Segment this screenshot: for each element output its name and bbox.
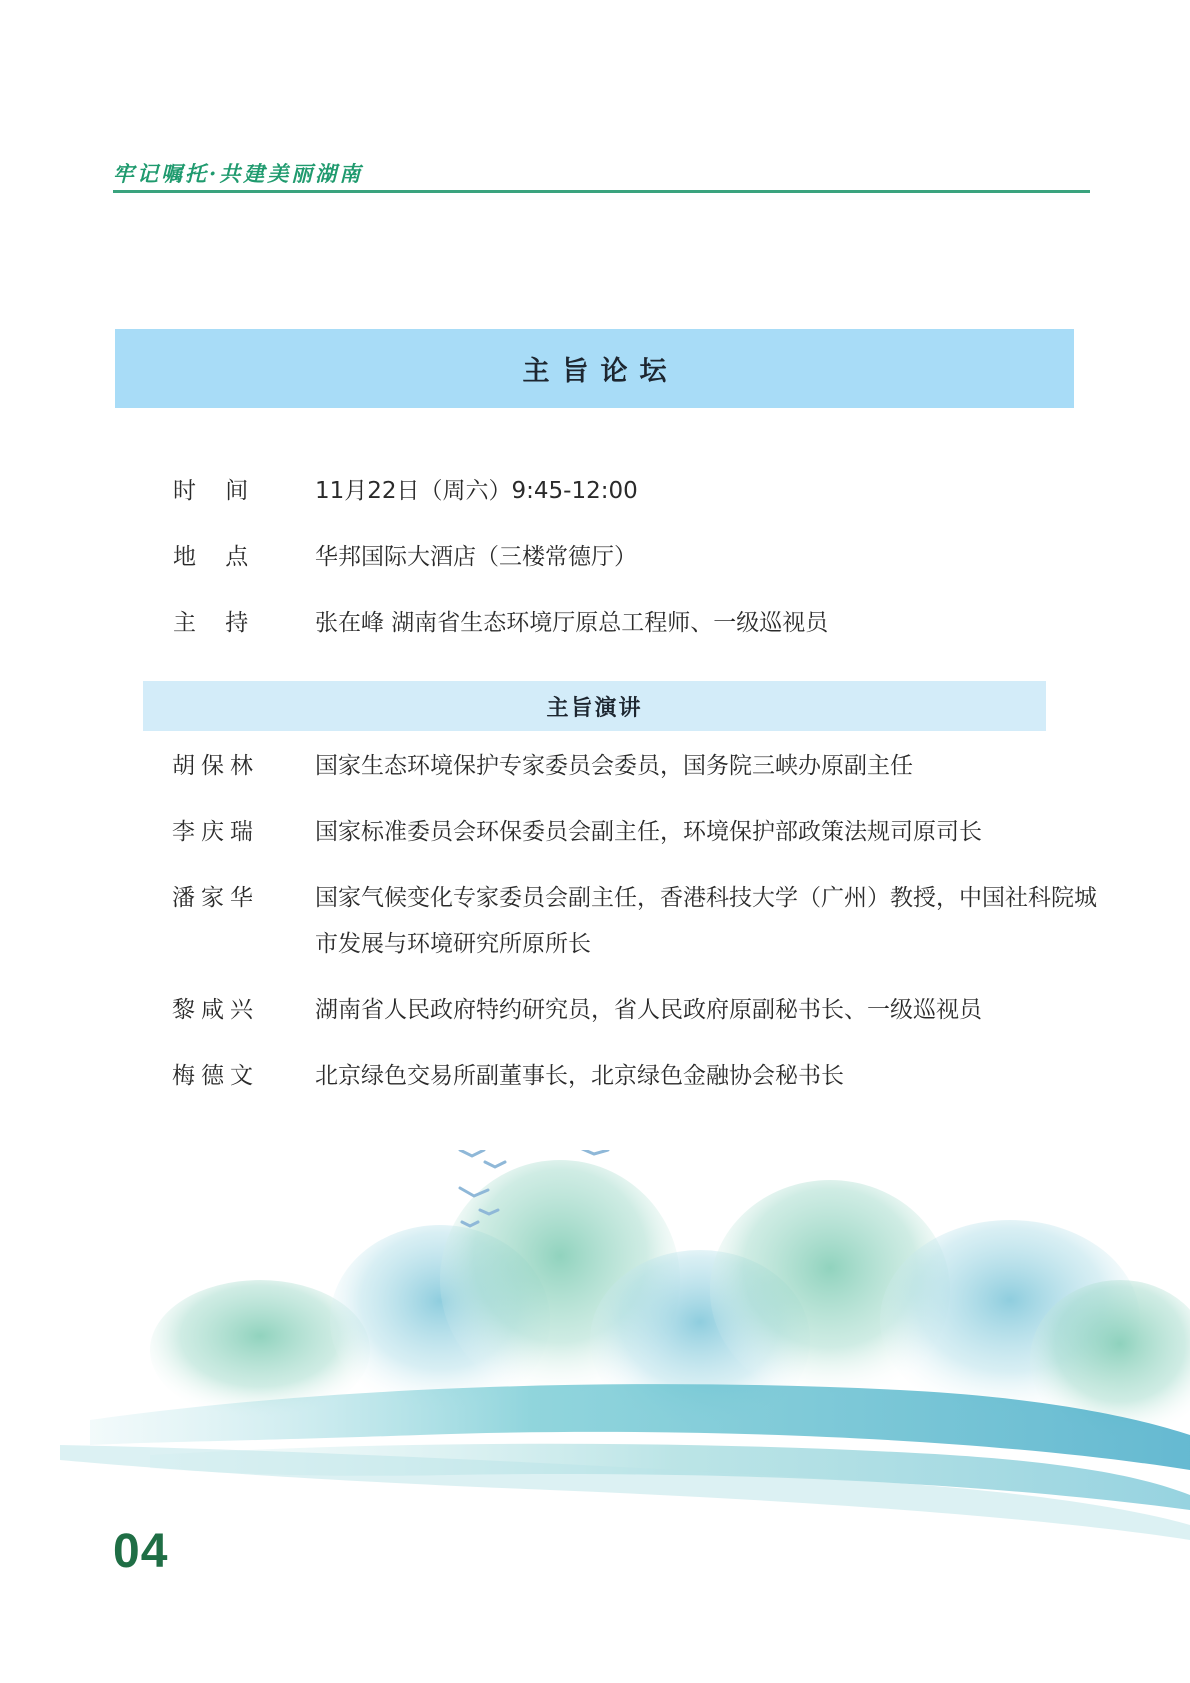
forum-title: 主旨论坛	[522, 356, 679, 387]
speaker-name: 潘家华	[172, 885, 259, 911]
speaker-title: 国家气候变化专家委员会副主任，香港科技大学（广州）教授，中国社科院城市发展与环境研究所原所长	[315, 885, 1097, 957]
info-value-host: 张在峰 湖南省生态环境厅原总工程师、一级巡视员	[315, 610, 829, 636]
info-label-time: 时 间	[173, 478, 249, 504]
keynote-banner	[143, 681, 1046, 731]
header-divider	[113, 190, 1090, 193]
speaker-name: 李庆瑞	[172, 819, 259, 845]
header-title: 牢记嘱托·共建美丽湖南	[113, 161, 364, 186]
landscape-illustration	[0, 1150, 1190, 1683]
forum-banner	[115, 329, 1074, 408]
speaker-title: 国家标准委员会环保委员会副主任，环境保护部政策法规司原司长	[315, 819, 982, 845]
speaker-title: 国家生态环境保护专家委员会委员，国务院三峡办原副主任	[315, 753, 913, 779]
info-value-location: 华邦国际大酒店（三楼常德厅）	[315, 544, 637, 570]
info-value-time: 11月22日（周六）9:45-12:00	[315, 478, 638, 504]
speaker-name: 胡保林	[172, 753, 259, 779]
speaker-name: 梅德文	[172, 1063, 259, 1089]
info-label-host: 主 持	[173, 610, 249, 636]
page-number: 04	[113, 1525, 169, 1578]
keynote-title: 主旨演讲	[546, 695, 643, 721]
speaker-title: 湖南省人民政府特约研究员，省人民政府原副秘书长、一级巡视员	[315, 997, 982, 1023]
speaker-name: 黎咸兴	[172, 997, 259, 1023]
speaker-title: 北京绿色交易所副董事长，北京绿色金融协会秘书长	[315, 1063, 844, 1089]
info-label-location: 地 点	[173, 544, 249, 570]
